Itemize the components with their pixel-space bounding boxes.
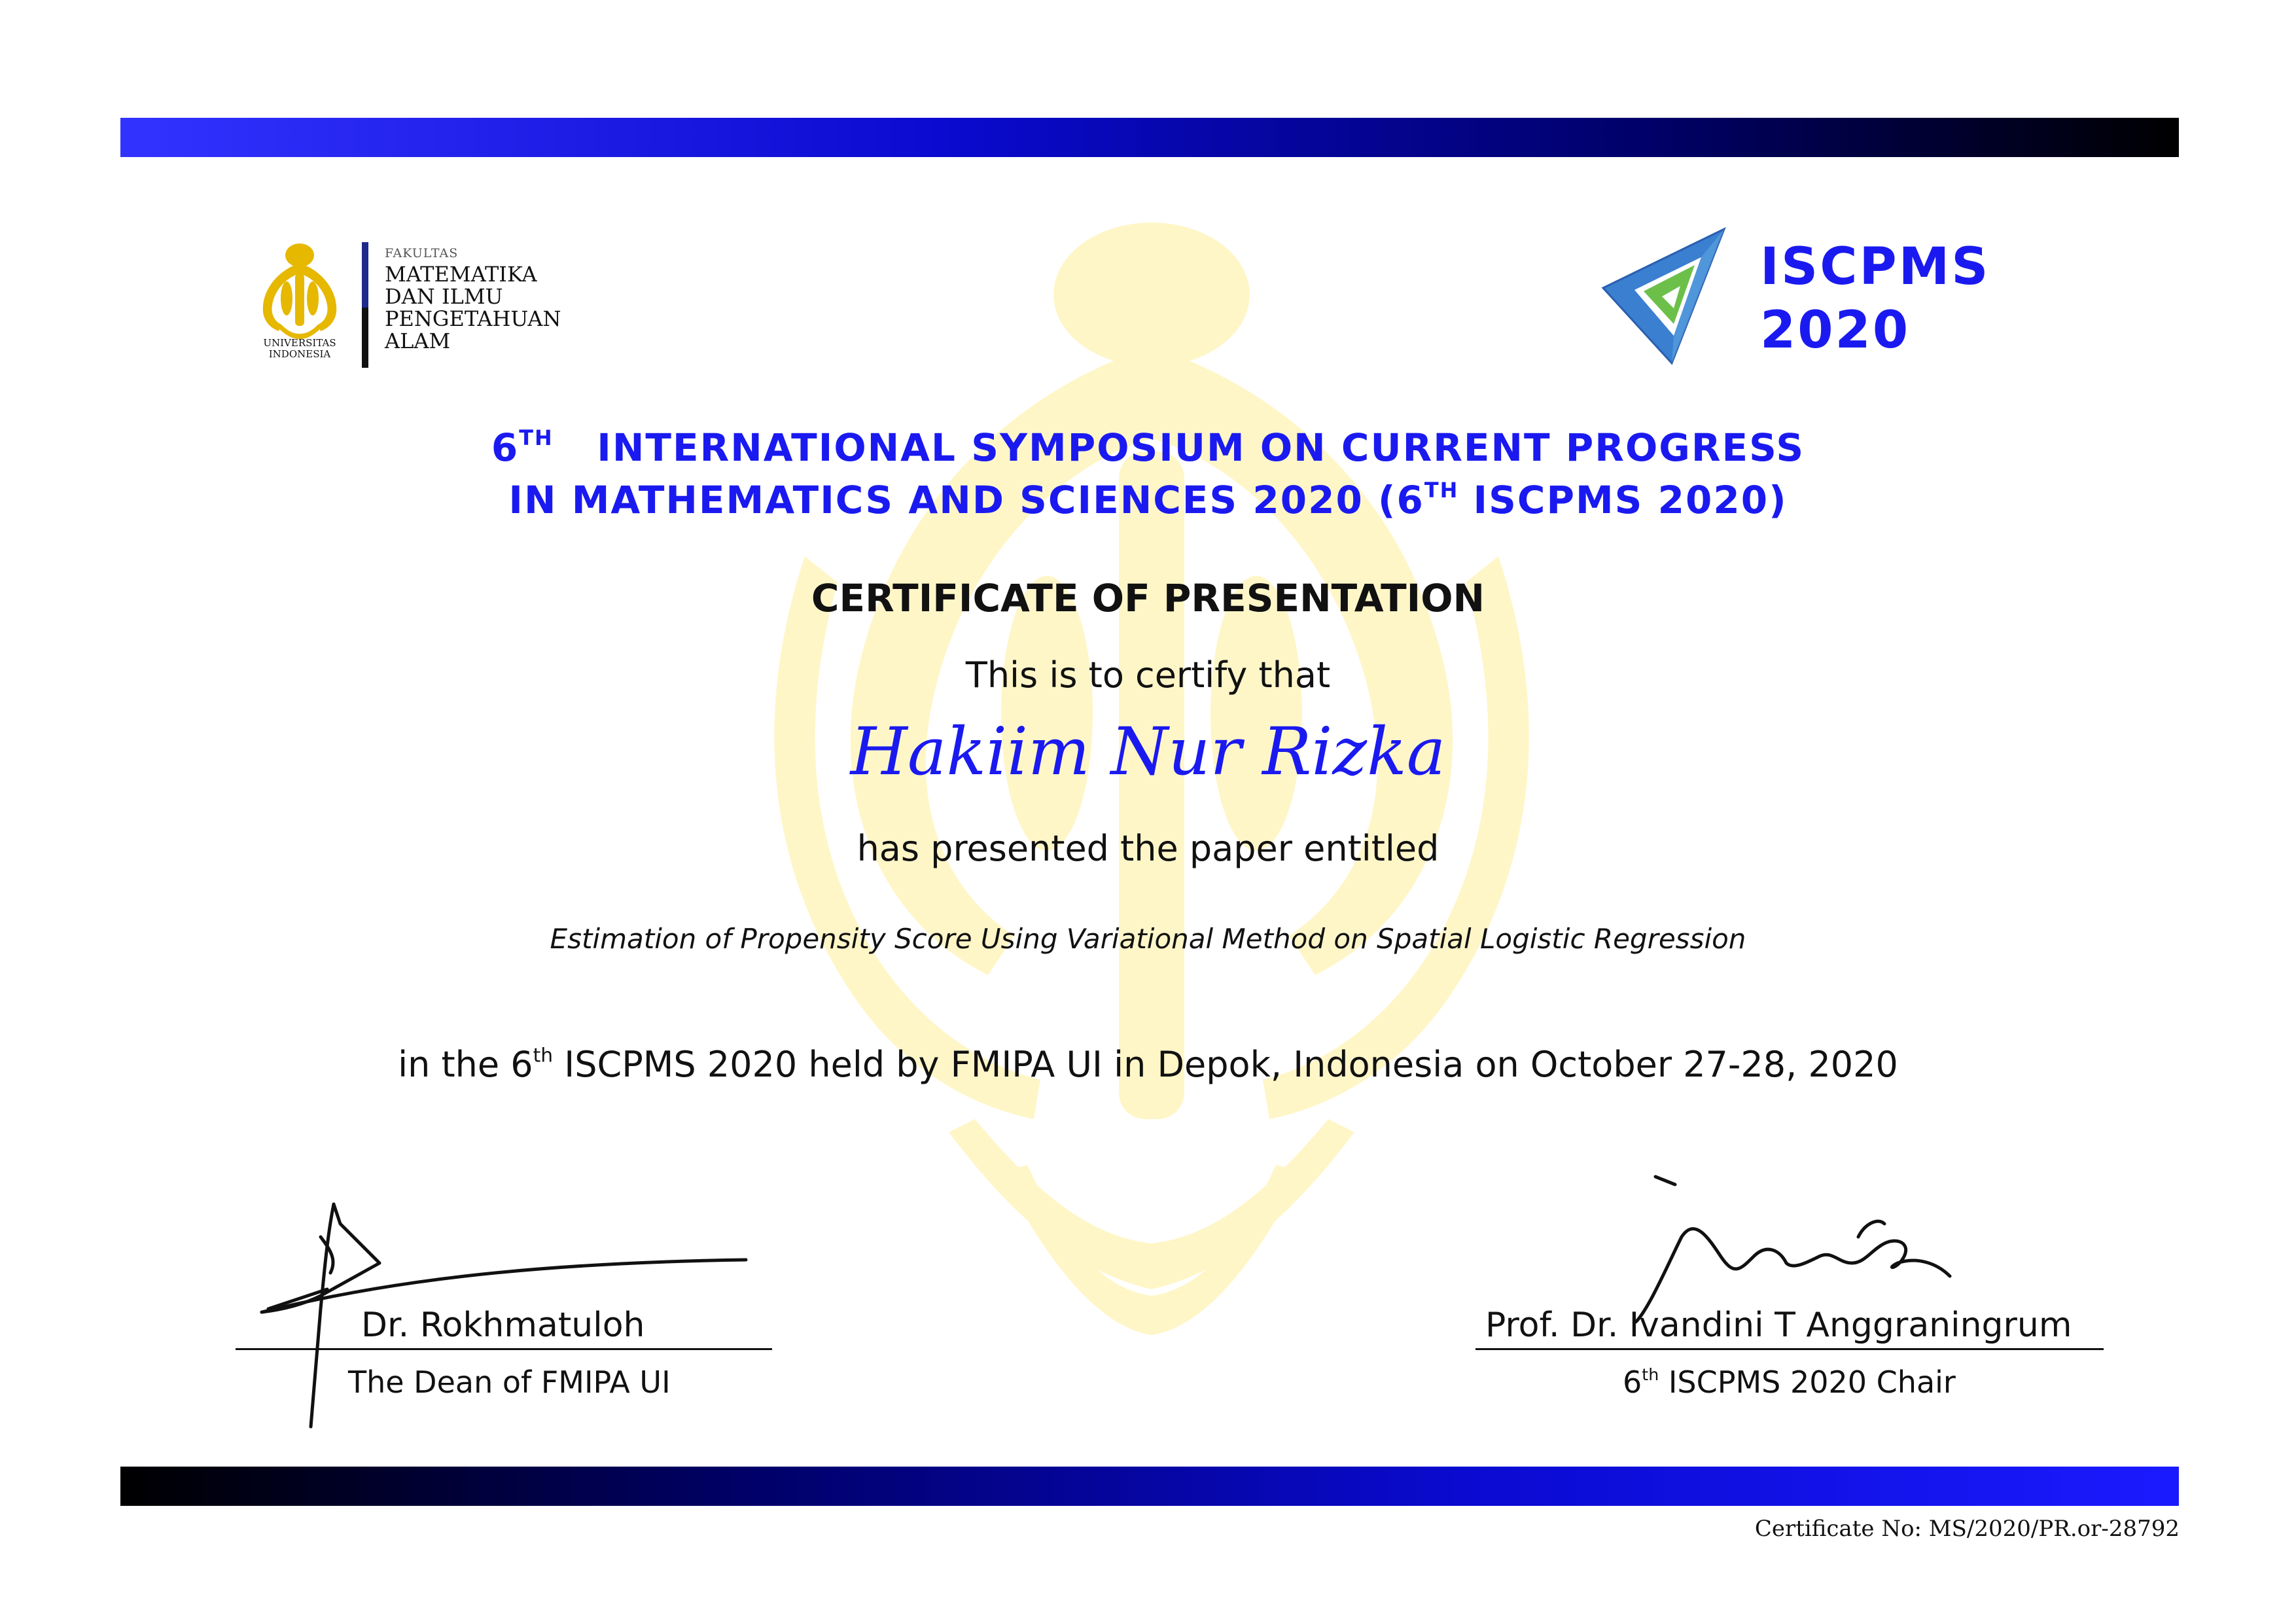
title-text: INTERNATIONAL SYMPOSIUM ON CURRENT PROGRESS (597, 425, 1805, 470)
paper-title: Estimation of Propensity Score Using Variational Method on Spatial Logistic Regression (550, 923, 1746, 955)
dean-name: Dr. Rokhmatuloh (361, 1306, 645, 1345)
symposium-title-line2 (0, 478, 2296, 522)
title-ordinal: 6 (491, 425, 520, 470)
university-name (246, 338, 353, 360)
university-line: UNIVERSITAS (263, 337, 336, 349)
presented-text: has presented the paper entitled (857, 828, 1439, 869)
faculty-name (385, 263, 561, 352)
faculty-line: ALAM (385, 329, 451, 353)
recipient-name: Hakiim Nur Rizka (850, 713, 1446, 790)
certify-text: This is to certify that (965, 654, 1331, 696)
ui-emblem-icon (254, 241, 345, 339)
chair-title-text: ISCPMS 2020 Chair (1659, 1364, 1956, 1400)
top-gradient-bar (120, 118, 2179, 157)
logo-divider (362, 242, 368, 308)
signature-line-left (236, 1348, 772, 1350)
chair-title-ordinal-suffix: th (1642, 1365, 1659, 1385)
chair-title-ordinal: 6 (1623, 1364, 1642, 1400)
dean-title: The Dean of FMIPA UI (348, 1364, 671, 1400)
iscpms-logo-year: 2020 (1760, 301, 1911, 360)
title-ordinal-suffix: TH (1424, 478, 1459, 503)
event-text: in the 6 (398, 1044, 533, 1085)
event-ordinal-suffix: th (533, 1044, 554, 1067)
chair-name: Prof. Dr. Ivandini T Anggraningrum (1485, 1306, 2072, 1345)
faculty-label: FAKULTAS (385, 246, 459, 260)
faculty-line: MATEMATIKA (385, 262, 537, 287)
certificate-heading: CERTIFICATE OF PRESENTATION (811, 576, 1485, 620)
faculty-line: PENGETAHUAN (385, 306, 561, 331)
event-details (0, 1044, 2296, 1085)
event-text: ISCPMS 2020 held by FMIPA UI in Depok, Indonesia on October 27-28, 2020 (553, 1044, 1898, 1085)
faculty-line: DAN ILMU (385, 284, 503, 309)
title-ordinal-suffix: TH (519, 425, 554, 451)
chair-title (1623, 1364, 1956, 1400)
title-ordinal: 6 (1396, 478, 1424, 522)
symposium-title-line1 (0, 425, 2296, 470)
logo-divider (362, 308, 368, 368)
iscpms-logo-icon (1597, 226, 1731, 366)
title-text: ISCPMS 2020) (1458, 478, 1788, 522)
signature-line-right (1475, 1348, 2104, 1350)
title-text: IN MATHEMATICS AND SCIENCES 2020 ( (508, 478, 1397, 522)
bottom-gradient-bar (120, 1467, 2179, 1506)
certificate-number: Certificate No: MS/2020/PR.or-28792 (1754, 1516, 2180, 1542)
iscpms-logo-text: ISCPMS (1760, 238, 1990, 296)
university-line: INDONESIA (268, 348, 331, 360)
